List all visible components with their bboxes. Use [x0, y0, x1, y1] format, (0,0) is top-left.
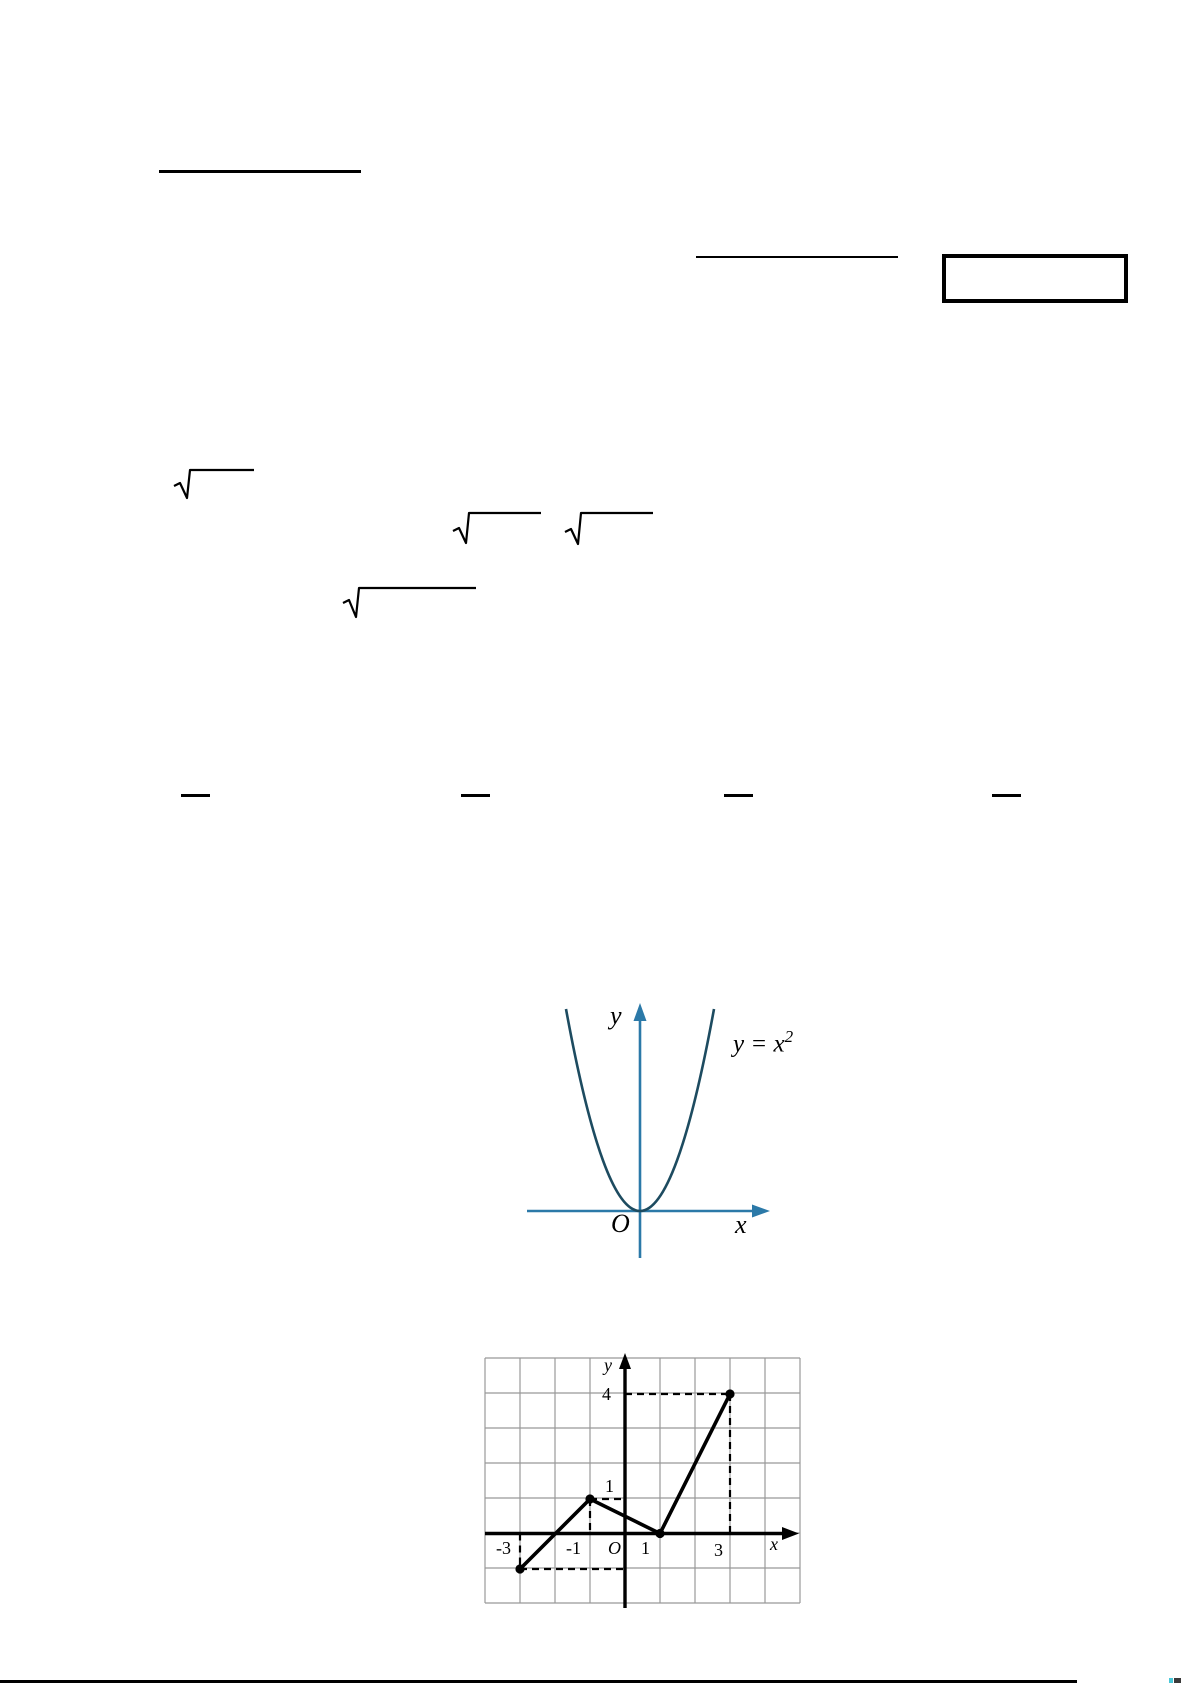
equation-exponent: 2	[784, 1027, 794, 1046]
piecewise-xtick-neg1: -1	[566, 1538, 581, 1558]
fraction-bar-3	[724, 794, 753, 797]
piecewise-ytick-4: 4	[602, 1384, 611, 1404]
radical-icon-1	[165, 460, 265, 505]
piecewise-x-arrowhead-icon	[782, 1527, 799, 1540]
piecewise-xtick-1: 1	[641, 1538, 650, 1558]
parabola-x-arrowhead-icon	[752, 1205, 770, 1218]
radical-icon-2	[445, 505, 550, 550]
heading-underline	[159, 170, 361, 173]
fraction-bar-2	[461, 794, 490, 797]
piecewise-figure	[480, 1350, 810, 1615]
radical-icon-4	[335, 580, 485, 625]
fraction-bar-4	[992, 794, 1021, 797]
radical-icon-3	[557, 505, 662, 550]
piecewise-origin-label: O	[608, 1538, 621, 1558]
piecewise-ytick-1: 1	[605, 1476, 614, 1496]
footer-rule	[0, 1680, 1077, 1683]
corner-mark-icon	[1169, 1678, 1173, 1683]
parabola-origin-label: O	[611, 1209, 630, 1238]
parabola-equation-label: $y = x^2$	[733, 1027, 794, 1058]
piecewise-y-arrowhead-icon	[619, 1353, 631, 1369]
piecewise-xtick-3: 3	[714, 1540, 723, 1560]
piecewise-x-axis-label: x	[770, 1534, 778, 1554]
answer-box	[942, 254, 1128, 303]
piecewise-y-axis-label: y	[604, 1355, 612, 1375]
fraction-bar-1	[181, 794, 210, 797]
piecewise-xtick-neg3: -3	[496, 1538, 511, 1558]
answer-blank-line	[696, 256, 898, 258]
corner-mark-icon	[1174, 1678, 1181, 1683]
parabola-x-axis-label: x	[735, 1210, 747, 1239]
parabola-y-axis-label: y	[610, 1001, 622, 1030]
parabola-y-arrowhead-icon	[634, 1003, 647, 1021]
